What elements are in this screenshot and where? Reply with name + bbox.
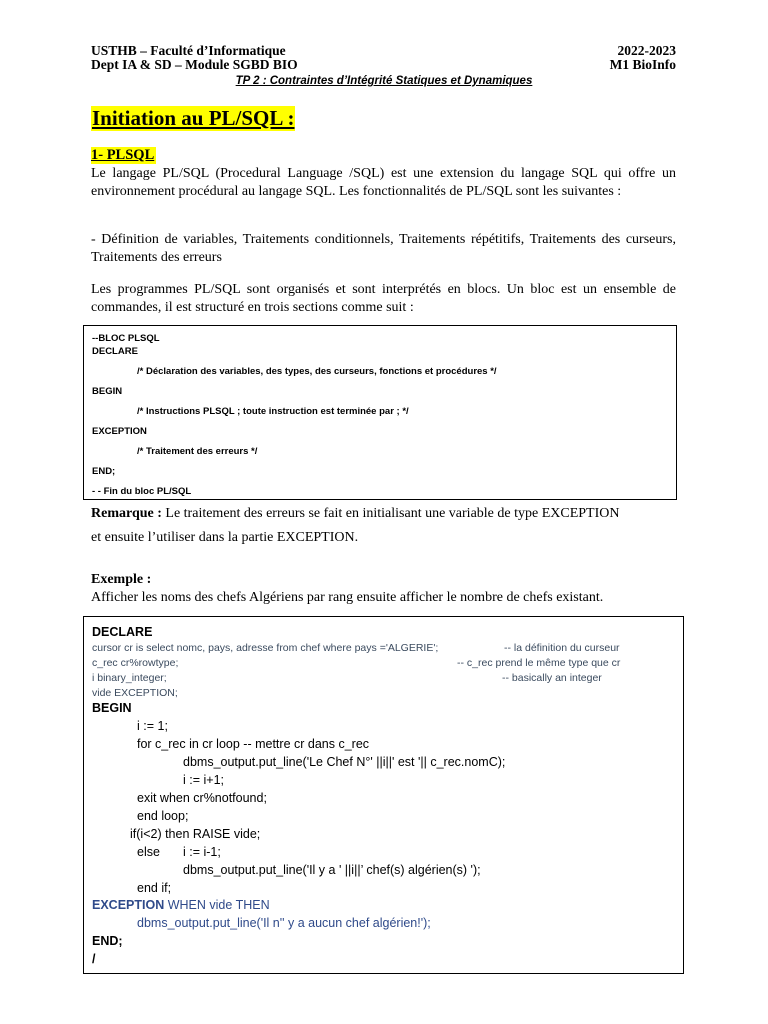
paragraph-blocks: Les programmes PL/SQL sont organisés et sont interprétés en blocs. Un bloc est un ensemble de commandes, il est structuré en trois sections comme suit : [91,282,676,315]
page-title: Initiation au PL/SQL : [92,106,295,130]
code-comment: -- c_rec prend le même type que cr [457,657,621,669]
header-department: Dept IA & SD – Module SGBD BIO [91,57,298,72]
header-year: 2022-2023 [617,43,676,58]
code-line: - - Fin du bloc PL/SQL [92,486,192,497]
remark-text: Le traitement des erreurs se fait en initialisant une variable de type EXCEPTION [161,506,620,521]
header-level: M1 BioInfo [609,57,676,72]
code-line: / [92,952,96,966]
code-line: i := i-1; [183,845,221,859]
code-line: DECLARE [92,625,153,639]
code-line: --BLOC PLSQL [92,333,160,344]
code-line: /* Traitement des erreurs */ [137,446,258,457]
code-line: dbms_output.put_line('Il y a ' ||i||’ chef(s) algérien(s) '); [183,863,481,877]
remark [91,506,619,522]
code-line: END; [92,466,116,477]
remark-label: Remarque : [91,506,162,521]
code-line: if(i<2) then RAISE vide; [130,827,261,841]
exception-clause: WHEN vide THEN [164,898,270,912]
code-line: i binary_integer; [92,672,167,684]
code-line: end loop; [137,809,189,823]
section-heading: 1- PLSQL [91,147,155,163]
code-line: END; [92,934,123,948]
paragraph-intro: Le langage PL/SQL (Procedural Language /SQL) est une extension du langage SQL qui offre un environnement procédural au langage SQL. Les fonctionnalités de PL/SQL sont les suivantes : [91,166,676,199]
tp-title: TP 2 : Contraintes d’Intégrité Statiques et Dynamiques [235,75,533,87]
exception-keyword: EXCEPTION [92,898,165,912]
code-line: dbms_output.put_line('Il n'' y a aucun chef algérien!'); [137,916,431,930]
code-line: else [137,845,160,859]
code-line: BEGIN [92,386,123,397]
code-line: /* Instructions PLSQL ; toute instruction est terminée par ; */ [137,406,409,417]
code-comment: -- basically an integer [502,672,602,684]
example-text: Afficher les noms des chefs Algériens par rang ensuite afficher le nombre de chefs existant. [91,590,604,605]
code-line: vide EXCEPTION; [92,687,178,699]
paragraph-features: - Définition de variables, Traitements conditionnels, Traitements répétitifs, Traitements des curseurs, Traitements des erreurs [91,232,676,265]
example-label: Exemple : [91,572,152,587]
code-line: /* Déclaration des variables, des types, des curseurs, fonctions et procédures */ [137,366,497,377]
code-line: exit when cr%notfound; [137,791,267,805]
code-line: dbms_output.put_line('Le Chef N°' ||i||' est '|| c_rec.nomC); [183,755,506,769]
code-line: cursor cr is select nomc, pays, adresse from chef where pays ='ALGERIE'; [92,642,439,654]
code-line: DECLARE [92,346,138,357]
code-line: EXCEPTION [92,426,147,437]
remark-text-cont: et ensuite l’utiliser dans la partie EXCEPTION. [91,530,359,545]
code-line: BEGIN [92,701,132,715]
code-line [92,898,270,912]
code-block-structure [83,325,677,500]
code-line: end if; [137,881,172,895]
code-line: c_rec cr%rowtype; [92,657,179,669]
code-line: i := 1; [137,719,168,733]
code-block-example [83,616,684,974]
code-line: i := i+1; [183,773,224,787]
code-line: for c_rec in cr loop -- mettre cr dans c_rec [137,737,370,751]
header-institution: USTHB – Faculté d’Informatique [91,43,286,58]
code-comment: -- la définition du curseur [504,642,620,654]
